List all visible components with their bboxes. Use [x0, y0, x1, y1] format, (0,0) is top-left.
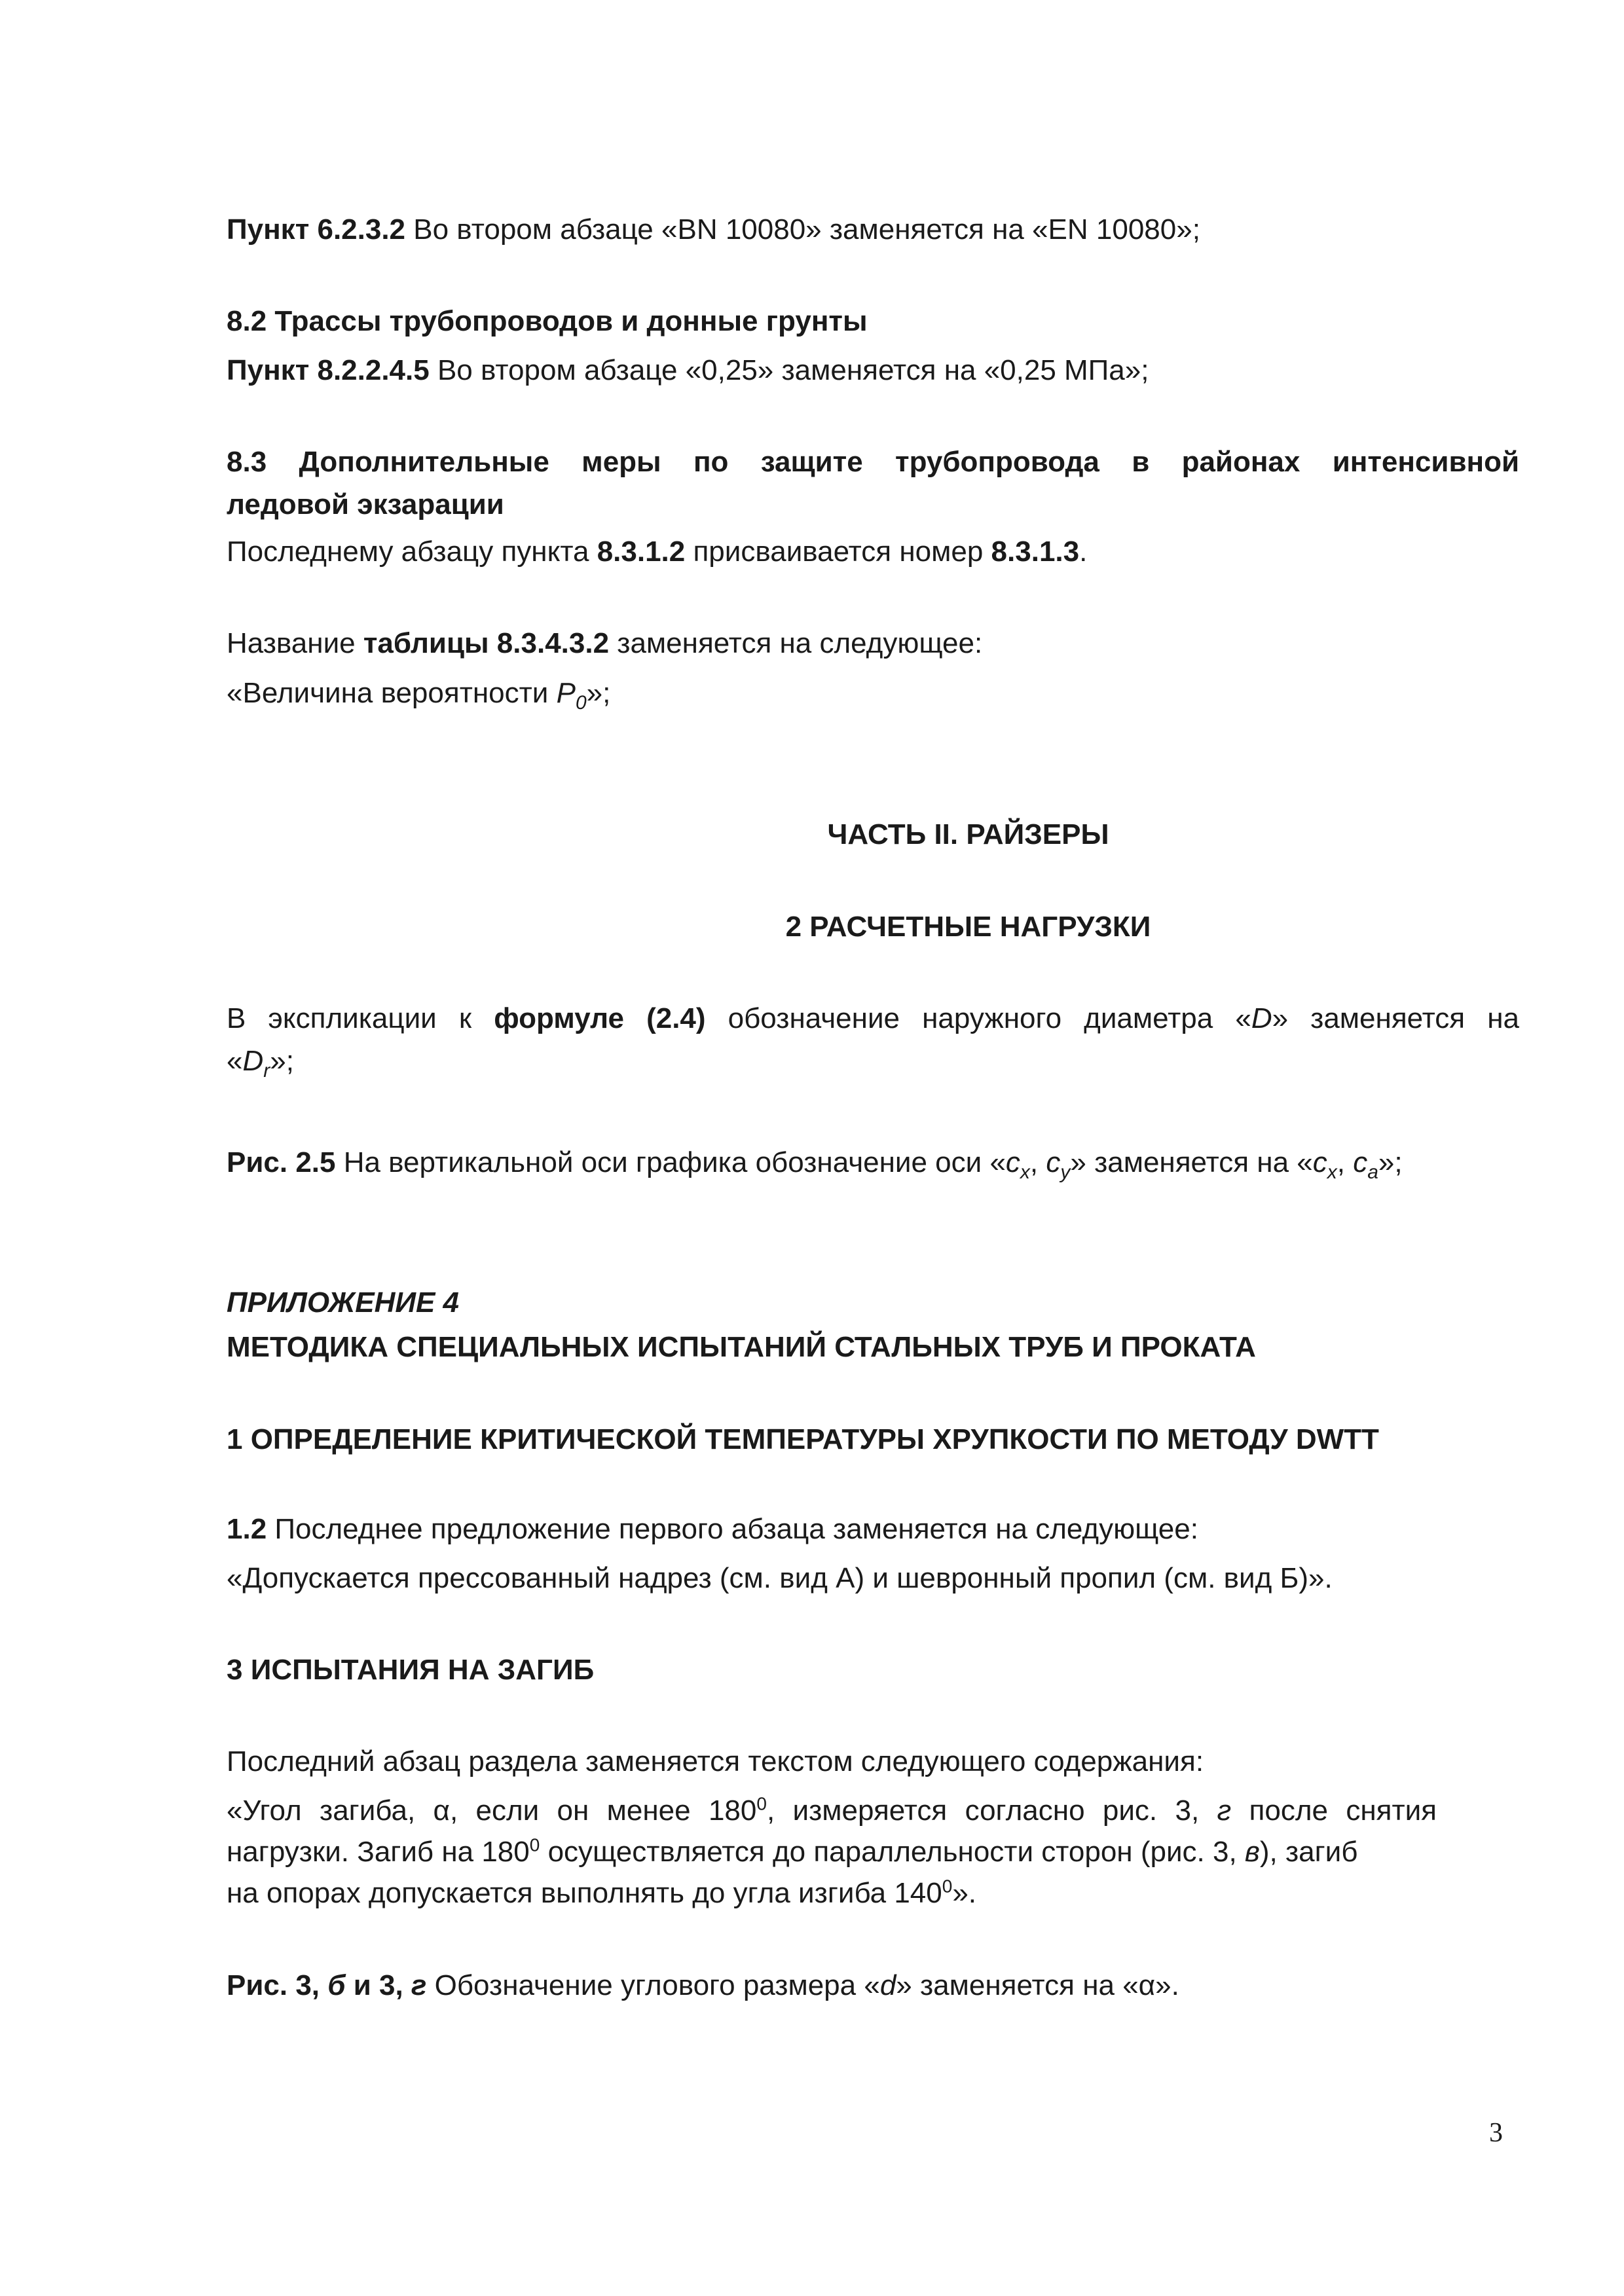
heading-8-2: 8.2 Трассы трубопроводов и донные грунты — [227, 305, 868, 337]
paragraph-8-3-1-2: Последнему абзацу пункта 8.3.1.2 присваивается номер 8.3.1.3. — [227, 536, 1088, 568]
bend-quote-line1: «Угол загиба, α, если он менее $180^0$, измеряется согласно рис. 3, г после снятия — [227, 1793, 1437, 1827]
section-1-heading: 1 ОПРЕДЕЛЕНИЕ КРИТИЧЕСКОЙ ТЕМПЕРАТУРЫ ХРУПКОСТИ ПО МЕТОДУ DWTT — [227, 1423, 1379, 1455]
bend-quote-line2: нагрузки. Загиб на $180^0$ осуществляется до параллельности сторон (рис. 3, в), загиб — [227, 1834, 1358, 1868]
heading-8-3-line2: ледовой экзарации — [227, 488, 504, 520]
paragraph-table-title: Название таблицы 8.3.4.3.2 заменяется на следующее: — [227, 627, 983, 659]
appendix-title: ПРИЛОЖЕНИЕ 4 — [227, 1286, 460, 1319]
loads-heading: 2 РАСЧЕТНЫЕ НАГРУЗКИ — [785, 911, 1151, 943]
paragraph-fig-3: Рис. 3, б и 3, г Обозначение углового размера «d» заменяется на «α». — [227, 1969, 1179, 2001]
paragraph-formula-2-4-line1: В экспликации к формуле (2.4) обозначение наружного диаметра «D» заменяется на — [227, 1002, 1519, 1034]
appendix-subtitle: МЕТОДИКА СПЕЦИАЛЬНЫХ ИСПЫТАНИЙ СТАЛЬНЫХ ТРУБ И ПРОКАТА — [227, 1331, 1256, 1363]
heading-8-3-line1: 8.3 Дополнительные меры по защите трубопровода в районах интенсивной — [227, 446, 1519, 478]
paragraph-fig-2-5: Рис. 2.5 На вертикальной оси графика обозначение оси «$c_x$, $c_y$» заменяется на «$c_x$, $c_a$»; — [227, 1146, 1403, 1183]
section-3-intro: Последний абзац раздела заменяется текстом следующего содержания: — [227, 1745, 1204, 1777]
paragraph-1-2-quote: «Допускается прессованный надрез (см. вид А) и шевронный пропил (см. вид Б)». — [227, 1562, 1333, 1594]
paragraph-formula-2-4-line2: «$D_r$»; — [227, 1045, 294, 1082]
paragraph-8-2-2-4-5: Пункт 8.2.2.4.5 Во втором абзаце «0,25» заменяется на «0,25 МПа»; — [227, 354, 1149, 386]
paragraph-1-2: 1.2 Последнее предложение первого абзаца заменяется на следующее: — [227, 1513, 1198, 1545]
section-3-heading: 3 ИСПЫТАНИЯ НА ЗАГИБ — [227, 1654, 595, 1686]
part-2-heading: ЧАСТЬ II. РАЙЗЕРЫ — [827, 818, 1109, 850]
paragraph-table-quote: «Величина вероятности $P_0$»; — [227, 677, 611, 714]
paragraph-6-2-3-2: Пункт 6.2.3.2 Во втором абзаце «BN 10080» заменяется на «EN 10080»; — [227, 213, 1200, 246]
page-number: 3 — [1489, 2118, 1503, 2148]
bend-quote-line3: на опорах допускается выполнять до угла изгиба $140^0$». — [227, 1876, 977, 1909]
